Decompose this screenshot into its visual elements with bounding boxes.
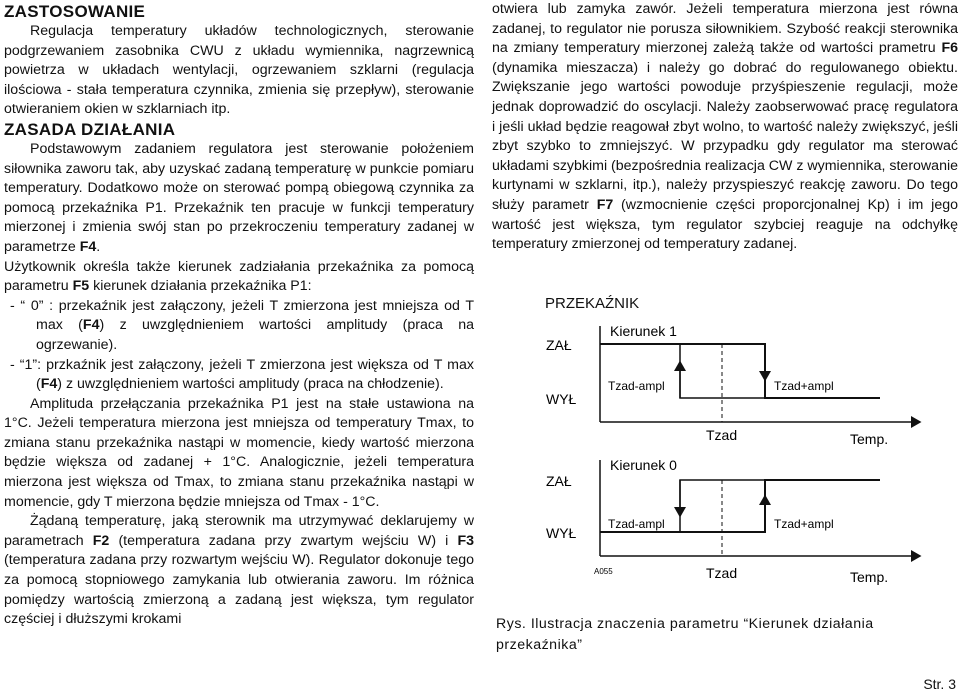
top-right-marker: Tzad+ampl (774, 379, 834, 393)
param-f6: F6 (941, 40, 958, 57)
bottom-left-marker: Tzad-ampl (608, 517, 665, 531)
param-f2: F2 (92, 532, 110, 549)
relay-direction-diagram (500, 282, 930, 592)
paragraph-setpoint: Żądaną temperaturę, jaką sterownik ma utrzymywać deklarujemy w parametrach F2 (temperatura zadana przy zwartym wejściu W) i F3 (temperatura zadana przy rozwartym wejściu W). Regulator dokonuje tego za pomocą stopniowego zamykania lub otwierania zaworu. Im różnica pomiędzy wartością zmierzoną a zadaną jest większa, tym regulator częściej i dłuższymi krokami (4, 513, 474, 628)
top-center-label: Tzad (706, 427, 738, 443)
bottom-center-label: Tzad (706, 565, 738, 581)
param-f7: F7 (596, 196, 614, 213)
top-left-marker: Tzad-ampl (608, 379, 665, 393)
figure-caption: Rys. Ilustracja znaczenia parametru “Kierunek działania przekaźnika” (496, 616, 874, 653)
paragraph-amplitude: Amplituda przełączania przekaźnika P1 jest na stałe ustawiona na 1°C. Jeżeli temperatura mierzona jest mniejsza od temperatury Tmax, to zmiana stanu przekaźnika nastąpi w momencie, kiedy wartość mierzona będzie większa od zadanej + 1°C. Analogicznie, jeżeli temperatura mierzona jest większa od Tmax, to zmiana stanu przekaźnika nastąpi w momencie, gdy T mierzona będzie mniejsza od Tmax - 1°C. (4, 395, 474, 510)
bottom-off-label: WYŁ (546, 525, 577, 541)
paragraph-dynamics: otwiera lub zamyka zawór. Jeżeli temperatura mierzona jest równa zadanej, to regulator nie porusza siłownikiem. Szybość reakcji sterownika na zmiany temperatury mierzonej zależą także od wartości prametru F6 (dynamika mieszacza) i należy go dobrać do regulowanego obiektu. Zwiększanie jego wartości powoduje przyśpieszenie regulacji, może jednak doprowadzić do oscylacji. Należy zaobserwować pracę regulatora i jeśli układ będzie reagował zbyt wolno, to wartość należy zwiększyć, jeśli zbyt szybko to zmniejszyć. W przypadku gdy regulator ma sterować układami szybkimi (bezpośrednia realizacja CW z wymiennika, sterowanie kurtynami w szklarni, itp.), należy przyspieszyć reakcję zaworu. Do tego służy parametr F7 (wzmocnienie części proporcjonalnej Kp) i im jego wartość jest większa, tym regulator szybciej reaguje na odchyłkę temperatury zmierzonej od temperatury zadanej. (492, 1, 958, 253)
right-column (492, 0, 958, 255)
heading-zastosowanie: ZASTOSOWANIE (4, 2, 146, 21)
bottom-axis-label: Temp. (850, 569, 889, 585)
heading-zasada-dzialania: ZASADA DZIAŁANIA (4, 119, 176, 139)
param-f4: F4 (79, 238, 97, 255)
paragraph-application: Regulacja temperatury układów technologicznych, sterowanie podgrzewaniem zasobnika CWU z układu wymiennika, nagrzewnicą powietrza w układach wentylacji, ogrzewaniem szklarni (regulacja ilościowa - stała temperatura czynnika, zmienia się przepływ), sterowanie otwieraniem okien w szklarniach itp. (4, 23, 474, 118)
bottom-on-label: ZAŁ (546, 473, 572, 489)
bottom-direction-label: Kierunek 0 (610, 457, 677, 473)
bottom-right-marker: Tzad+ampl (774, 517, 834, 531)
paragraph-principle: Podstawowym zadaniem regulatora jest sterowanie położeniem siłownika zaworu tak, aby uzyskać zadaną temperaturę w punkcie pomiaru temperatury. Dodatkowo może on sterować pompą obiegową czynnika za pomocą przekaźnika P1. Przekaźnik ten pracuje w funkcji temperatury mierzonej i zmienia swój stan po przekroczeniu temperatury zadanej w parametrze F4. (4, 140, 474, 255)
diagram-title: PRZEKAŹNIK (545, 295, 640, 312)
diagram-code: A055 (594, 567, 613, 576)
top-on-label: ZAŁ (546, 337, 572, 353)
top-direction-label: Kierunek 1 (610, 323, 677, 339)
top-off-label: WYŁ (546, 391, 577, 407)
list-item-direction-0: - “ 0” : przekaźnik jest załączony, jeżeli T zmierzona jest mniejsza od T max (F4) z uwzględnieniem wartości amplitudy (praca na ogrzewanie). (10, 297, 475, 353)
paragraph-relay-direction: Użytkownik określa także kierunek zadziałania przekaźnika za pomocą parametru F5 kierunek działania przekaźnika P1: (4, 258, 474, 295)
list-item-direction-1: - “1”: przkaźnik jest załączony, jeżeli T zmierzona jest większa od T max (F4) z uwzględnieniem wartości amplitudy (praca na chłodzenie). (10, 356, 474, 393)
page-number: Str. 3 (923, 676, 956, 692)
left-column (4, 0, 474, 630)
param-f5: F5 (72, 278, 90, 295)
param-f3: F3 (457, 532, 474, 549)
top-axis-label: Temp. (850, 431, 889, 447)
